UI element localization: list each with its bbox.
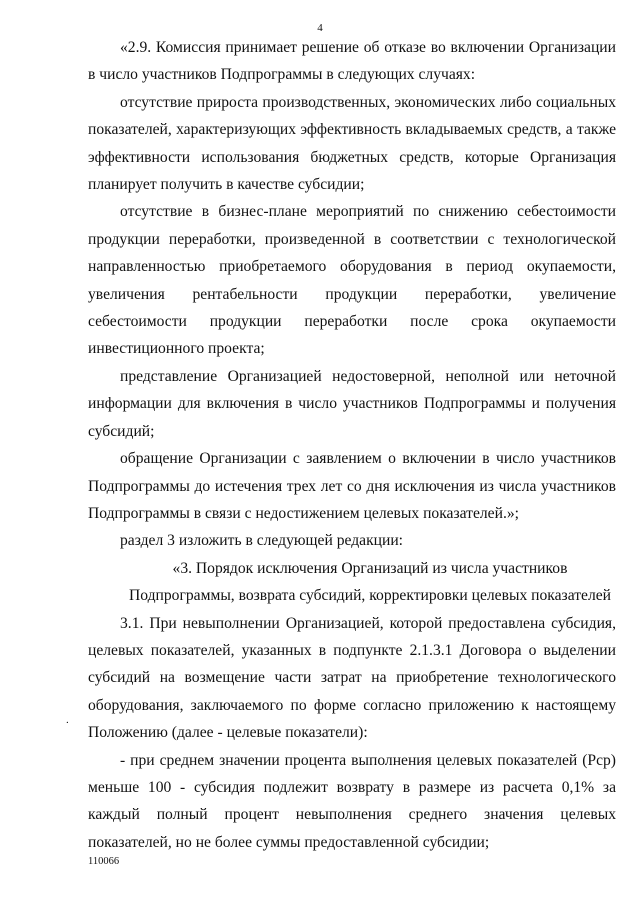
- paragraph-no-growth: отсутствие прироста производственных, экономических либо социальных показателей, характеризующих эффективность вкладываемых средств, а также эффективности использования бюджетных средств, которые Организация планирует получить в качестве субсидии;: [88, 93, 616, 194]
- section-3-heading: «3. Порядок исключения Организаций из числа участников Подпрограммы, возврата субсидий, корректировки целевых показателей: [128, 559, 612, 605]
- paragraph-false-info: представление Организацией недостоверной, неполной или неточной информации для включения в число участников Подпрограммы и получения субсидий;: [88, 367, 616, 440]
- page-number: 4: [317, 22, 323, 34]
- paragraph-3-1: 3.1. При невыполнении Организацией, которой предоставлена субсидия, целевых показателей, указанных в подпункте 2.1.3.1 Договора о выделении субсидий на возмещение части затрат на приобретение технологического оборудования, заключаемого по форме согласно приложению к настоящему Положению (далее - целевые показатели):: [88, 614, 616, 742]
- paragraph-early-reapplication: обращение Организации с заявлением о включении в число участников Подпрограммы до истечения трех лет со дня исключения из числа участников Подпрограммы в связи с недостижением целевых показателей.»;: [88, 450, 616, 522]
- paragraph-2-9: «2.9. Комиссия принимает решение об отказе во включении Организации в число участников Подпрограммы в следующих случаях:: [88, 39, 616, 84]
- document-code: 110066: [88, 856, 120, 867]
- document-body: [88, 34, 616, 856]
- margin-mark: .: [66, 714, 69, 726]
- paragraph-no-cost-reduction: отсутствие в бизнес-плане мероприятий по снижению себестоимости продукции переработки, произведенной в соответствии с технологической направленностью приобретаемого оборудования в период окупаемости, увеличения рентабельности продукции переработки, увеличение себестоимости продукции переработки после срока окупаемости инвестиционного проекта;: [88, 203, 616, 358]
- paragraph-section-3-intro: раздел 3 изложить в следующей редакции:: [120, 532, 404, 550]
- paragraph-rsr-below-100: - при среднем значении процента выполнения целевых показателей (Рср) меньше 100 - субсидия подлежит возврату в размере из расчета 0,1% за каждый полный процент невыполнения среднего значения целевых показателей, но не более суммы предоставленной субсидии;: [88, 751, 616, 851]
